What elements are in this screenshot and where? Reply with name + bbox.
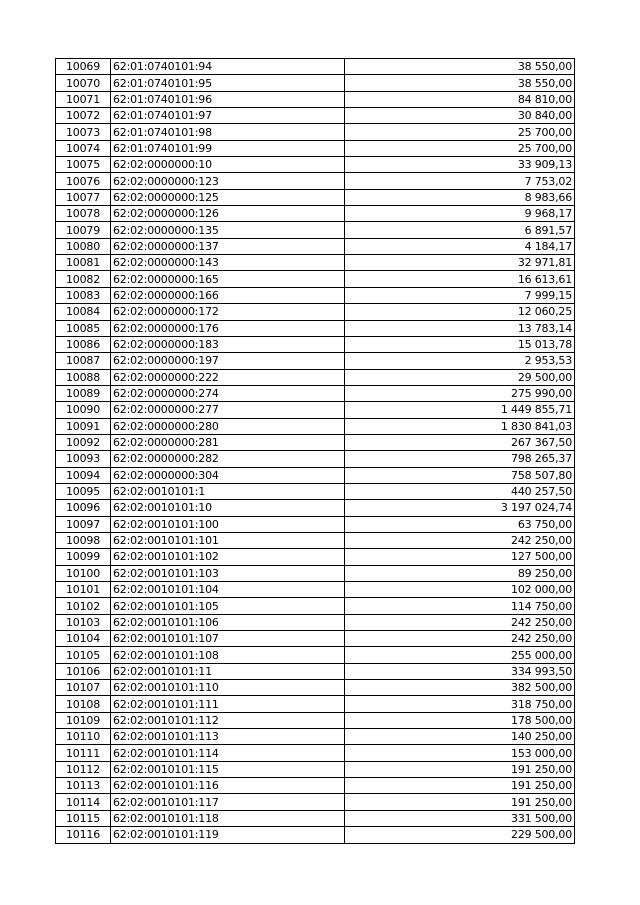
row-number-cell: 10112 xyxy=(56,761,111,777)
row-number-cell: 10101 xyxy=(56,582,111,598)
row-number-cell: 10069 xyxy=(56,59,111,75)
row-number-cell: 10109 xyxy=(56,712,111,728)
cadastral-number-cell: 62:01:0740101:98 xyxy=(111,124,345,140)
row-number-cell: 10080 xyxy=(56,238,111,254)
cadastral-number-cell: 62:02:0010101:103 xyxy=(111,565,345,581)
table-row xyxy=(56,75,575,91)
row-number-cell: 10074 xyxy=(56,140,111,156)
cadastral-number-cell: 62:02:0010101:11 xyxy=(111,663,345,679)
row-number-cell: 10075 xyxy=(56,157,111,173)
row-number-cell: 10087 xyxy=(56,353,111,369)
value-amount-cell: 1 830 841,03 xyxy=(345,418,575,434)
cadastral-number-cell: 62:01:0740101:97 xyxy=(111,108,345,124)
cadastral-number-cell: 62:02:0000000:123 xyxy=(111,173,345,189)
value-amount-cell: 7 999,15 xyxy=(345,287,575,303)
value-amount-cell: 29 500,00 xyxy=(345,369,575,385)
table-row xyxy=(56,353,575,369)
row-number-cell: 10111 xyxy=(56,745,111,761)
table-row xyxy=(56,222,575,238)
table-row xyxy=(56,712,575,728)
value-amount-cell: 7 753,02 xyxy=(345,173,575,189)
cadastral-number-cell: 62:02:0010101:100 xyxy=(111,516,345,532)
cadastral-number-cell: 62:02:0000000:304 xyxy=(111,467,345,483)
cadastral-number-cell: 62:02:0000000:166 xyxy=(111,287,345,303)
table-row xyxy=(56,157,575,173)
row-number-cell: 10105 xyxy=(56,647,111,663)
value-amount-cell: 25 700,00 xyxy=(345,124,575,140)
cadastral-number-cell: 62:02:0010101:106 xyxy=(111,614,345,630)
value-amount-cell: 229 500,00 xyxy=(345,827,575,843)
cadastral-number-cell: 62:02:0010101:110 xyxy=(111,680,345,696)
cadastral-number-cell: 62:02:0000000:281 xyxy=(111,434,345,450)
cadastral-number-cell: 62:02:0000000:222 xyxy=(111,369,345,385)
cadastral-number-cell: 62:02:0010101:107 xyxy=(111,631,345,647)
cadastral-number-cell: 62:02:0010101:104 xyxy=(111,582,345,598)
row-number-cell: 10077 xyxy=(56,189,111,205)
value-amount-cell: 12 060,25 xyxy=(345,304,575,320)
row-number-cell: 10078 xyxy=(56,206,111,222)
cadastral-number-cell: 62:02:0010101:116 xyxy=(111,778,345,794)
value-amount-cell: 798 265,37 xyxy=(345,451,575,467)
cadastral-number-cell: 62:01:0740101:96 xyxy=(111,91,345,107)
cadastral-number-cell: 62:02:0000000:282 xyxy=(111,451,345,467)
table-row xyxy=(56,320,575,336)
value-amount-cell: 191 250,00 xyxy=(345,778,575,794)
value-amount-cell: 3 197 024,74 xyxy=(345,500,575,516)
row-number-cell: 10104 xyxy=(56,631,111,647)
row-number-cell: 10100 xyxy=(56,565,111,581)
row-number-cell: 10082 xyxy=(56,271,111,287)
row-number-cell: 10110 xyxy=(56,729,111,745)
row-number-cell: 10084 xyxy=(56,304,111,320)
row-number-cell: 10081 xyxy=(56,255,111,271)
row-number-cell: 10102 xyxy=(56,598,111,614)
cadastral-number-cell: 62:02:0010101:119 xyxy=(111,827,345,843)
value-amount-cell: 275 990,00 xyxy=(345,385,575,401)
value-amount-cell: 8 983,66 xyxy=(345,189,575,205)
cadastral-number-cell: 62:02:0000000:183 xyxy=(111,336,345,352)
row-number-cell: 10085 xyxy=(56,320,111,336)
value-amount-cell: 38 550,00 xyxy=(345,59,575,75)
cadastral-number-cell: 62:02:0010101:113 xyxy=(111,729,345,745)
cadastral-number-cell: 62:02:0000000:274 xyxy=(111,385,345,401)
value-amount-cell: 140 250,00 xyxy=(345,729,575,745)
cadastral-number-cell: 62:02:0010101:101 xyxy=(111,532,345,548)
row-number-cell: 10088 xyxy=(56,369,111,385)
table-row xyxy=(56,418,575,434)
row-number-cell: 10093 xyxy=(56,451,111,467)
cadastral-number-cell: 62:02:0000000:172 xyxy=(111,304,345,320)
table-row xyxy=(56,598,575,614)
row-number-cell: 10115 xyxy=(56,810,111,826)
table-row xyxy=(56,631,575,647)
table-row xyxy=(56,238,575,254)
table-row xyxy=(56,565,575,581)
row-number-cell: 10073 xyxy=(56,124,111,140)
value-amount-cell: 2 953,53 xyxy=(345,353,575,369)
table-row xyxy=(56,680,575,696)
table-row xyxy=(56,483,575,499)
table-row xyxy=(56,91,575,107)
value-amount-cell: 38 550,00 xyxy=(345,75,575,91)
value-amount-cell: 1 449 855,71 xyxy=(345,402,575,418)
table-row xyxy=(56,729,575,745)
cadastral-number-cell: 62:02:0010101:10 xyxy=(111,500,345,516)
table-row xyxy=(56,696,575,712)
value-amount-cell: 6 891,57 xyxy=(345,222,575,238)
table-row xyxy=(56,124,575,140)
value-amount-cell: 178 500,00 xyxy=(345,712,575,728)
row-number-cell: 10086 xyxy=(56,336,111,352)
row-number-cell: 10096 xyxy=(56,500,111,516)
cadastral-number-cell: 62:01:0740101:95 xyxy=(111,75,345,91)
value-amount-cell: 4 184,17 xyxy=(345,238,575,254)
cadastral-number-cell: 62:02:0000000:277 xyxy=(111,402,345,418)
cadastral-number-cell: 62:02:0010101:118 xyxy=(111,810,345,826)
value-amount-cell: 89 250,00 xyxy=(345,565,575,581)
cadastral-number-cell: 62:02:0010101:108 xyxy=(111,647,345,663)
value-amount-cell: 758 507,80 xyxy=(345,467,575,483)
table-row xyxy=(56,810,575,826)
table-row xyxy=(56,206,575,222)
value-amount-cell: 242 250,00 xyxy=(345,532,575,548)
table-row xyxy=(56,271,575,287)
table-row xyxy=(56,549,575,565)
cadastral-number-cell: 62:02:0000000:125 xyxy=(111,189,345,205)
cadastral-number-cell: 62:02:0010101:117 xyxy=(111,794,345,810)
row-number-cell: 10113 xyxy=(56,778,111,794)
table-row xyxy=(56,173,575,189)
row-number-cell: 10083 xyxy=(56,287,111,303)
value-amount-cell: 102 000,00 xyxy=(345,582,575,598)
table-row xyxy=(56,761,575,777)
table-row xyxy=(56,385,575,401)
row-number-cell: 10070 xyxy=(56,75,111,91)
value-amount-cell: 191 250,00 xyxy=(345,794,575,810)
table-row xyxy=(56,614,575,630)
row-number-cell: 10103 xyxy=(56,614,111,630)
value-amount-cell: 25 700,00 xyxy=(345,140,575,156)
cadastral-number-cell: 62:02:0000000:280 xyxy=(111,418,345,434)
value-amount-cell: 84 810,00 xyxy=(345,91,575,107)
value-amount-cell: 318 750,00 xyxy=(345,696,575,712)
value-amount-cell: 30 840,00 xyxy=(345,108,575,124)
cadastral-number-cell: 62:01:0740101:99 xyxy=(111,140,345,156)
row-number-cell: 10095 xyxy=(56,483,111,499)
value-amount-cell: 331 500,00 xyxy=(345,810,575,826)
cadastral-number-cell: 62:02:0000000:10 xyxy=(111,157,345,173)
table-row xyxy=(56,402,575,418)
value-amount-cell: 9 968,17 xyxy=(345,206,575,222)
cadastral-number-cell: 62:02:0010101:114 xyxy=(111,745,345,761)
table-row xyxy=(56,663,575,679)
cadastral-number-cell: 62:02:0000000:135 xyxy=(111,222,345,238)
table-row xyxy=(56,647,575,663)
value-amount-cell: 15 013,78 xyxy=(345,336,575,352)
table-row xyxy=(56,467,575,483)
row-number-cell: 10107 xyxy=(56,680,111,696)
cadastral-number-cell: 62:02:0010101:102 xyxy=(111,549,345,565)
value-amount-cell: 127 500,00 xyxy=(345,549,575,565)
row-number-cell: 10114 xyxy=(56,794,111,810)
table-row xyxy=(56,336,575,352)
row-number-cell: 10091 xyxy=(56,418,111,434)
row-number-cell: 10071 xyxy=(56,91,111,107)
cadastral-number-cell: 62:02:0010101:111 xyxy=(111,696,345,712)
table-row xyxy=(56,304,575,320)
row-number-cell: 10089 xyxy=(56,385,111,401)
cadastral-number-cell: 62:02:0000000:176 xyxy=(111,320,345,336)
table-row xyxy=(56,287,575,303)
value-amount-cell: 33 909,13 xyxy=(345,157,575,173)
row-number-cell: 10097 xyxy=(56,516,111,532)
value-amount-cell: 32 971,81 xyxy=(345,255,575,271)
value-amount-cell: 242 250,00 xyxy=(345,614,575,630)
value-amount-cell: 267 367,50 xyxy=(345,434,575,450)
table-row xyxy=(56,189,575,205)
cadastral-value-table xyxy=(55,58,575,844)
table-row xyxy=(56,582,575,598)
value-amount-cell: 13 783,14 xyxy=(345,320,575,336)
cadastral-number-cell: 62:02:0000000:143 xyxy=(111,255,345,271)
table-row xyxy=(56,59,575,75)
table-row xyxy=(56,827,575,843)
table-row xyxy=(56,140,575,156)
cadastral-number-cell: 62:02:0000000:137 xyxy=(111,238,345,254)
value-amount-cell: 191 250,00 xyxy=(345,761,575,777)
cadastral-number-cell: 62:02:0010101:115 xyxy=(111,761,345,777)
table-row xyxy=(56,794,575,810)
value-amount-cell: 440 257,50 xyxy=(345,483,575,499)
table-row xyxy=(56,434,575,450)
value-amount-cell: 382 500,00 xyxy=(345,680,575,696)
cadastral-number-cell: 62:02:0000000:197 xyxy=(111,353,345,369)
row-number-cell: 10092 xyxy=(56,434,111,450)
table-row xyxy=(56,369,575,385)
cadastral-number-cell: 62:02:0010101:105 xyxy=(111,598,345,614)
row-number-cell: 10098 xyxy=(56,532,111,548)
row-number-cell: 10108 xyxy=(56,696,111,712)
cadastral-number-cell: 62:02:0010101:1 xyxy=(111,483,345,499)
value-amount-cell: 334 993,50 xyxy=(345,663,575,679)
table-body xyxy=(56,59,575,844)
cadastral-number-cell: 62:02:0010101:112 xyxy=(111,712,345,728)
value-amount-cell: 16 613,61 xyxy=(345,271,575,287)
cadastral-number-cell: 62:02:0000000:126 xyxy=(111,206,345,222)
row-number-cell: 10072 xyxy=(56,108,111,124)
table-row xyxy=(56,255,575,271)
cadastral-number-cell: 62:02:0000000:165 xyxy=(111,271,345,287)
value-amount-cell: 63 750,00 xyxy=(345,516,575,532)
row-number-cell: 10099 xyxy=(56,549,111,565)
row-number-cell: 10079 xyxy=(56,222,111,238)
row-number-cell: 10116 xyxy=(56,827,111,843)
table-row xyxy=(56,532,575,548)
value-amount-cell: 242 250,00 xyxy=(345,631,575,647)
row-number-cell: 10094 xyxy=(56,467,111,483)
row-number-cell: 10106 xyxy=(56,663,111,679)
table-row xyxy=(56,108,575,124)
table-row xyxy=(56,500,575,516)
cadastral-number-cell: 62:01:0740101:94 xyxy=(111,59,345,75)
value-amount-cell: 114 750,00 xyxy=(345,598,575,614)
table-row xyxy=(56,451,575,467)
row-number-cell: 10076 xyxy=(56,173,111,189)
table-row xyxy=(56,778,575,794)
row-number-cell: 10090 xyxy=(56,402,111,418)
value-amount-cell: 153 000,00 xyxy=(345,745,575,761)
table-row xyxy=(56,516,575,532)
value-amount-cell: 255 000,00 xyxy=(345,647,575,663)
table-row xyxy=(56,745,575,761)
